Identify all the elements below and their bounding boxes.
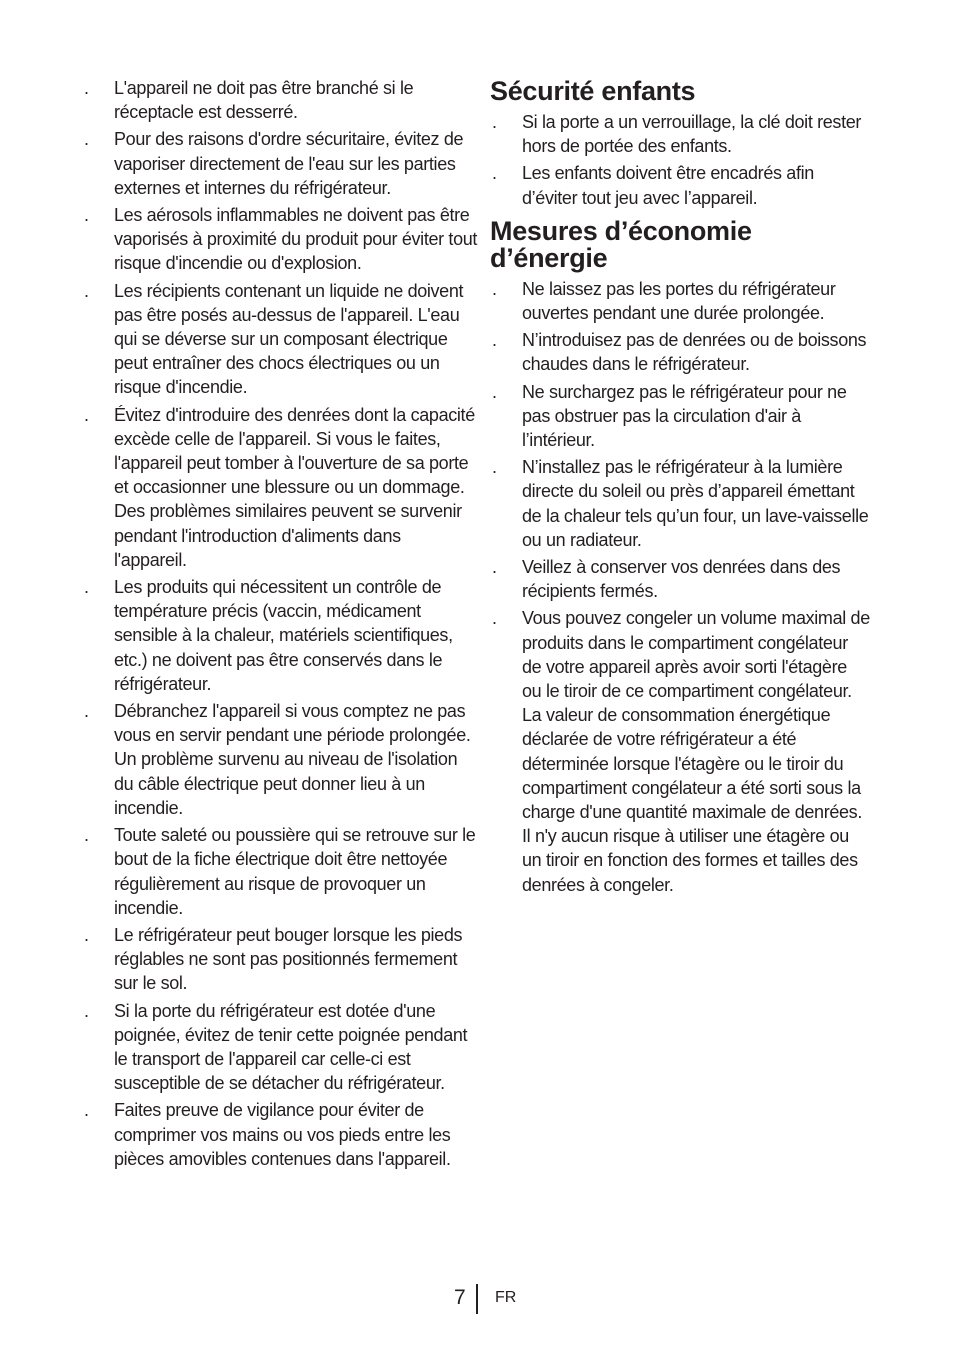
child-safety-heading: Sécurité enfants: [490, 76, 696, 106]
bullet-text: N’introduisez pas de denrées ou de boissons chaudes dans le réfrigérateur.: [522, 330, 867, 375]
bullet-marker: .: [492, 457, 497, 478]
bullet-marker: .: [84, 1100, 89, 1121]
bullet-marker: .: [492, 608, 497, 629]
bullet-item: [490, 606, 870, 896]
bullet-text: Si la porte du réfrigérateur est dotée d'une poignée, évitez de tenir cette poignée pendant le transport de l'appareil car celle-ci est susceptible de se détacher du réfrigérateur.: [114, 1000, 468, 1094]
bullet-item: [82, 575, 478, 696]
page-number: 7: [454, 1286, 466, 1309]
safety-warnings-list: [82, 76, 478, 1171]
bullet-marker: .: [492, 163, 497, 184]
bullet-item: [490, 455, 870, 552]
bullet-marker: .: [84, 577, 89, 598]
bullet-text: Les récipients contenant un liquide ne doivent pas être posés au-dessus de l'appareil. L'eau qui se déverse sur un composant électrique peut entraîner des chocs électriques ou un risque d'incendie.: [114, 280, 464, 398]
bullet-marker: .: [492, 381, 497, 402]
bullet-item: [82, 403, 478, 572]
bullet-marker: .: [84, 924, 89, 945]
bullet-marker: .: [492, 330, 497, 351]
bullet-item: [82, 1098, 478, 1171]
bullet-item: [82, 923, 478, 996]
bullet-marker: .: [492, 112, 497, 132]
page-footer: [0, 1284, 954, 1316]
bullet-marker: .: [84, 205, 89, 226]
bullet-item: [490, 380, 870, 453]
energy-saving-heading: Mesures d’économie d’énergie: [490, 215, 752, 273]
bullet-marker: .: [492, 557, 497, 578]
bullet-text: Faites preuve de vigilance pour éviter de comprimer vos mains ou vos pieds entre les pièces amovibles contenues dans l'appareil.: [114, 1100, 451, 1169]
footer-separator: [476, 1284, 478, 1314]
bullet-item: [82, 127, 478, 200]
bullet-item: [490, 161, 870, 209]
bullet-text: Les enfants doivent être encadrés afin d’éviter tout jeu avec l’appareil.: [522, 163, 814, 208]
bullet-item: [82, 999, 478, 1096]
bullet-item: [490, 555, 870, 603]
bullet-item: [490, 277, 870, 325]
bullet-marker: .: [84, 825, 89, 846]
bullet-text: Débranchez l'appareil si vous comptez ne pas vous en servir pendant une période prolongée. Un problème survenu au niveau de l'isolation du câble électrique peut donner lieu à un incendie.: [114, 701, 471, 818]
bullet-marker: .: [84, 1000, 89, 1021]
bullet-text: L'appareil ne doit pas être branché si le réceptacle est desserré.: [114, 78, 414, 123]
child-safety-list: [490, 110, 870, 210]
bullet-item: [82, 279, 478, 400]
bullet-text: Vous pouvez congeler un volume maximal de produits dans le compartiment congélateur de votre appareil après avoir sorti l'étagère ou le tiroir de ce compartiment congélateur. La valeur de consommation énergétique déclarée de votre réfrigérateur a été déterminée lorsque l'étagère ou le tiroir du compartiment congélateur a été sorti sous la charge d'une quantité maximale de denrées. Il n'y aucun risque à utiliser une étagère ou un tiroir en fonction des formes et tailles des denrées à congeler.: [522, 608, 870, 895]
bullet-item: [82, 203, 478, 276]
bullet-marker: .: [84, 280, 89, 301]
bullet-text: Toute saleté ou poussière qui se retrouve sur le bout de la fiche électrique doit être nettoyée régulièrement au risque de provoquer un incendie.: [114, 825, 476, 918]
bullet-item: [82, 699, 478, 820]
bullet-item: [490, 328, 870, 376]
bullet-text: Pour des raisons d'ordre sécuritaire, évitez de vaporiser directement de l'eau sur les parties externes et internes du réfrigérateur.: [114, 129, 464, 198]
bullet-item: [82, 76, 478, 124]
bullet-text: Les produits qui nécessitent un contrôle de température précis (vaccin, médicament sensible à la chaleur, matériels scientifiques, etc.) ne doivent pas être conservés dans le réfrigérateur.: [114, 577, 453, 694]
bullet-marker: .: [84, 701, 89, 722]
bullet-text: Veillez à conserver vos denrées dans des récipients fermés.: [522, 557, 841, 602]
language-code: FR: [495, 1289, 517, 1306]
energy-saving-list: [490, 277, 870, 897]
bullet-text: Évitez d'introduire des denrées dont la capacité excède celle de l'appareil. Si vous le faites, l'appareil peut tomber à l'ouverture de sa porte et occasionner une blessure ou un dommage. Des problèmes similaires peuvent se survenir pendant l'introduction d'aliments dans l'appareil.: [114, 404, 475, 570]
bullet-item: [82, 823, 478, 920]
bullet-text: Si la porte a un verrouillage, la clé doit rester hors de portée des enfants.: [522, 112, 862, 157]
bullet-text: N’installez pas le réfrigérateur à la lumière directe du soleil ou près d’appareil émettant de la chaleur tels qu’un four, un lave-vaisselle ou un radiateur.: [522, 457, 869, 550]
bullet-text: Le réfrigérateur peut bouger lorsque les pieds réglables ne sont pas positionnés fermement sur le sol.: [114, 924, 463, 994]
right-column: [490, 76, 870, 900]
bullet-text: Ne laissez pas les portes du réfrigérateur ouvertes pendant une durée prolongée.: [522, 278, 836, 324]
bullet-marker: .: [492, 278, 497, 299]
bullet-marker: .: [84, 404, 89, 425]
bullet-item: [490, 110, 870, 158]
bullet-marker: .: [84, 78, 89, 98]
bullet-text: Les aérosols inflammables ne doivent pas être vaporisés à proximité du produit pour éviter tout risque d'incendie ou d'explosion.: [114, 205, 478, 274]
bullet-text: Ne surchargez pas le réfrigérateur pour ne pas obstruer pas la circulation d'air à l’intérieur.: [522, 381, 847, 451]
left-column: [82, 76, 478, 1174]
bullet-marker: .: [84, 129, 89, 150]
